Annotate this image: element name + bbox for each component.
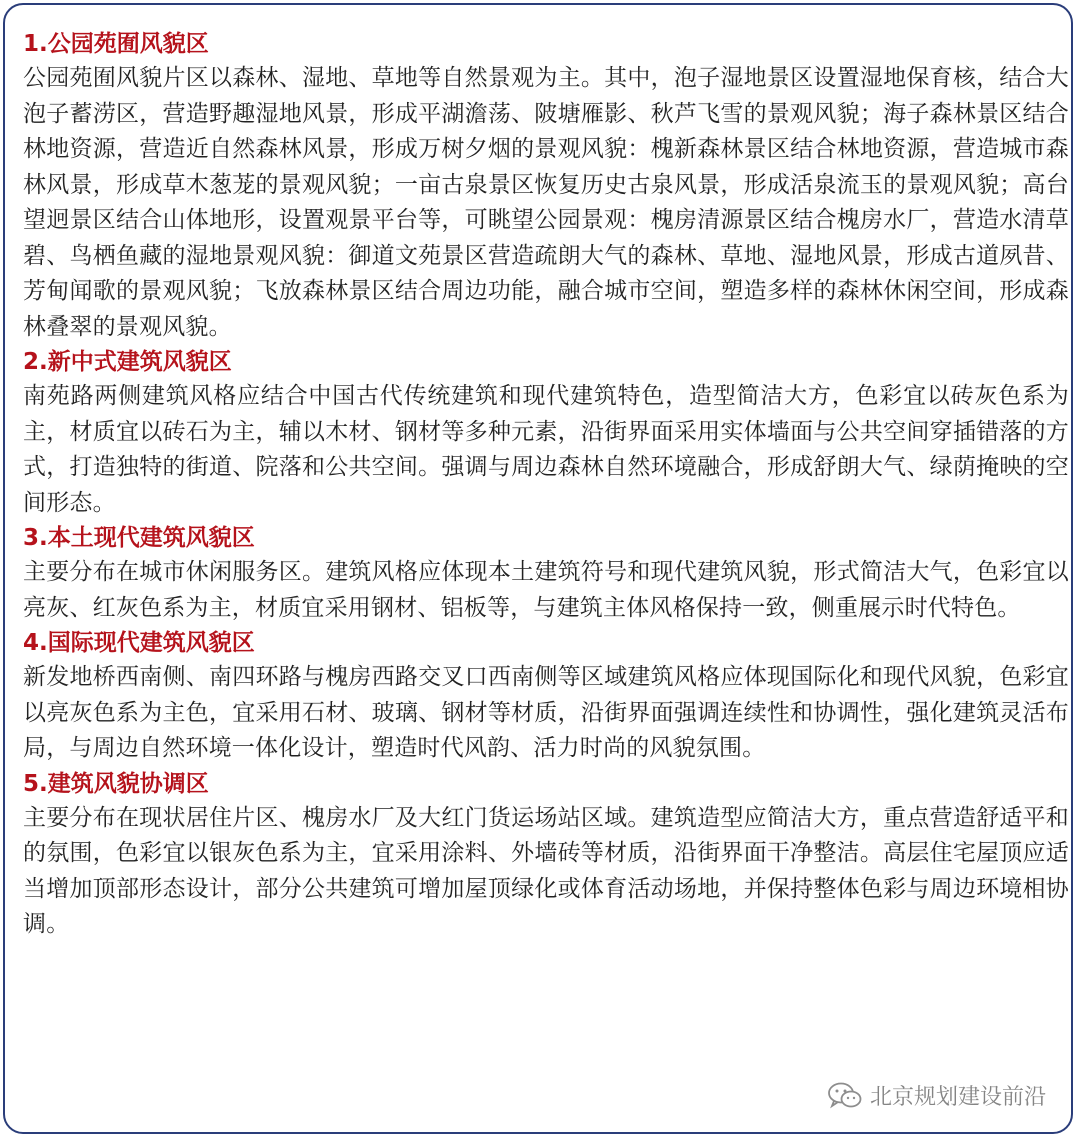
section-body: 公园苑囿风貌片区以森林、湿地、草地等自然景观为主。其中，泡子湿地景区设置湿地保育核，结合大泡子蓄涝区，营造野趣湿地风景，形成平湖澹荡、陂塘雁影、秋芦飞雪的景观风貌；海子森林景区结合林地资源，营造近自然森林风景，形成万树夕烟的景观风貌：槐新森林景区结合林地资源，营造城市森林风景，形成草木葱茏的景观风貌；一亩古泉景区恢复历史古泉风景，形成活泉流玉的景观风貌；高台望迥景区结合山体地形，设置观景平台等，可眺望公园景观：槐房清源景区结合槐房水厂，营造水清草碧、鸟栖鱼藏的湿地景观风貌：御道文苑景区营造疏朗大气的森林、草地、湿地风景，形成古道夙昔、芳甸闻歌的景观风貌；飞放森林景区结合周边功能，融合城市空间，塑造多样的森林休闲空间，形成森林叠翠的景观风貌。 <box>23 65 1069 340</box>
article-content <box>23 27 1069 943</box>
section-4 <box>23 626 1069 767</box>
watermark <box>828 1080 1046 1111</box>
section-heading: 5.建筑风貌协调区 <box>23 770 209 797</box>
section-heading: 2.新中式建筑风貌区 <box>23 349 232 375</box>
section-1 <box>23 27 1069 345</box>
section-2 <box>23 345 1069 521</box>
content-frame <box>3 3 1073 1134</box>
section-body: 主要分布在城市休闲服务区。建筑风格应体现本土建筑符号和现代建筑风貌，形式简洁大气，色彩宜以亮灰、红灰色系为主，材质宜采用钢材、铝板等，与建筑主体风格保持一致，侧重展示时代特色。 <box>23 559 1069 621</box>
section-body: 南苑路两侧建筑风格应结合中国古代传统建筑和现代建筑特色，造型简洁大方，色彩宜以砖灰色系为主，材质宜以砖石为主，辅以木材、钢材等多种元素，沿街界面采用实体墙面与公共空间穿插错落的方式，打造独特的街道、院落和公共空间。强调与周边森林自然环境融合，形成舒朗大气、绿荫掩映的空间形态。 <box>23 383 1069 516</box>
watermark-text: 北京规划建设前沿 <box>869 1085 1046 1110</box>
section-heading: 1.公园苑囿风貌区 <box>23 31 209 57</box>
section-heading: 4.国际现代建筑风貌区 <box>23 630 255 656</box>
section-5 <box>23 767 1069 943</box>
section-body: 新发地桥西南侧、南四环路与槐房西路交叉口西南侧等区域建筑风格应体现国际化和现代风貌，色彩宜以亮灰色系为主色，宜采用石材、玻璃、钢材等材质，沿街界面强调连续性和协调性，强化建筑灵活布局，与周边自然环境一体化设计，塑造时代风韵、活力时尚的风貌氛围。 <box>23 664 1069 761</box>
section-heading: 3.本土现代建筑风貌区 <box>23 525 255 551</box>
section-3 <box>23 521 1069 626</box>
section-body: 主要分布在现状居住片区、槐房水厂及大红门货运场站区域。建筑造型应简洁大方，重点营造舒适平和的氛围，色彩宜以银灰色系为主，宜采用涂料、外墙砖等材质，沿街界面干净整洁。高层住宅屋顶应适当增加顶部形态设计，部分公共建筑可增加屋顶绿化或体育活动场地，并保持整体色彩与周边环境相协调。 <box>23 804 1069 937</box>
wechat-icon <box>828 1082 862 1110</box>
